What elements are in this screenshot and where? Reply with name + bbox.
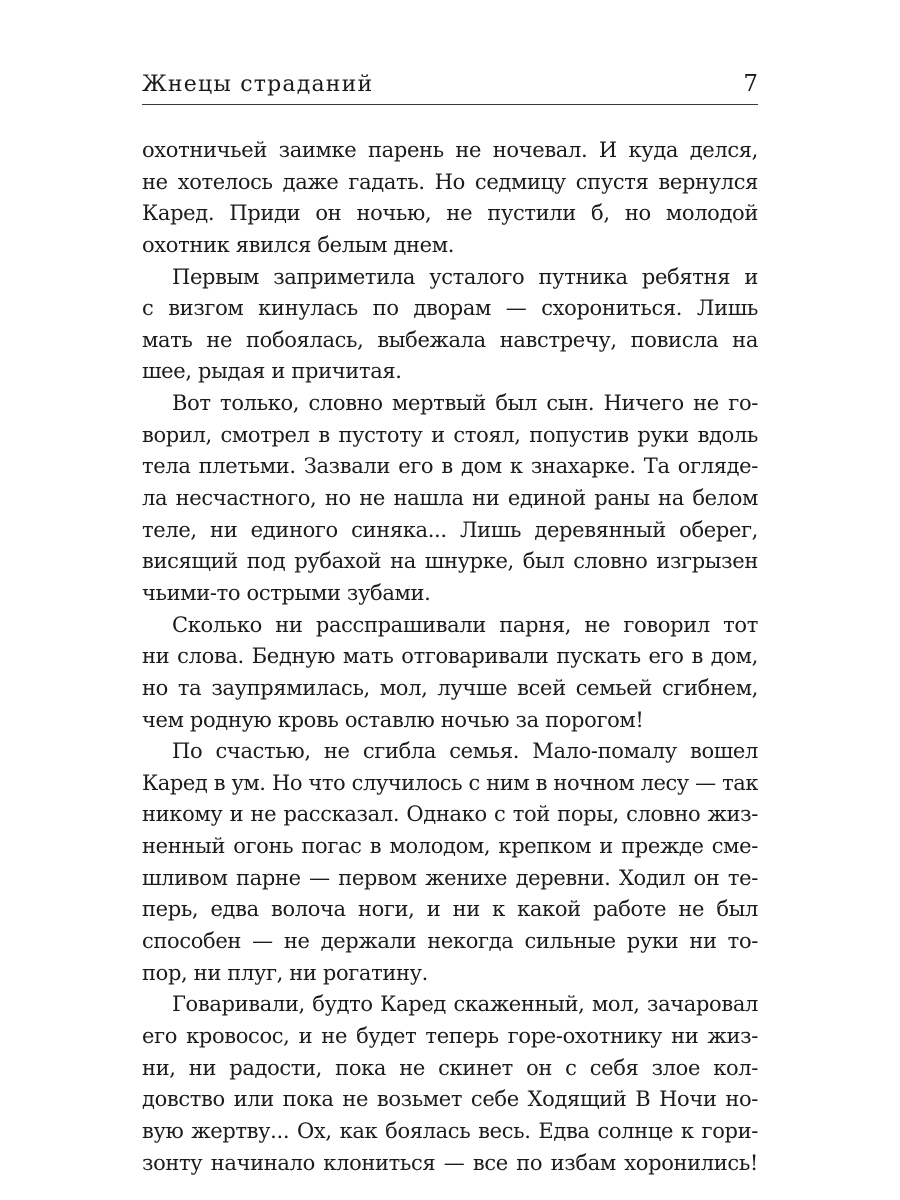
text-line: никому и не рассказал. Однако с той поры, словно жиз- xyxy=(142,802,758,827)
running-title: Жнецы страданий xyxy=(142,72,374,97)
text-line: Сколько ни расспрашивали парня, не говорил тот xyxy=(172,612,758,637)
paragraph xyxy=(142,736,758,989)
text-line: шее, рыдая и причитая. xyxy=(142,359,402,384)
text-line: с визгом кинулась по дворам — схорониться. Лишь xyxy=(142,296,758,321)
text-line: Говаривали, будто Каред скаженный, мол, зачаровал xyxy=(172,992,758,1017)
text-line: ла несчастного, но не нашла ни единой раны на белом xyxy=(142,486,758,511)
text-line: охотник явился белым днем. xyxy=(142,232,455,257)
text-line: охотничьей заимке парень не ночевал. И куда делся, xyxy=(142,138,758,162)
text-line: мать не побоялась, выбежала навстречу, повисла на xyxy=(142,327,758,352)
text-line: но та заупрямилась, мол, лучше всей семьей сгибнем, xyxy=(142,675,758,700)
text-line: ни, ни радости, пока не скинет он с себя злое кол- xyxy=(142,1055,758,1080)
text-line: ненный огонь погас в молодом, крепком и прежде сме- xyxy=(142,834,758,859)
text-line: пор, ни плуг, ни рогатину. xyxy=(142,960,428,985)
paragraph xyxy=(142,989,758,1179)
text-line: не хотелось даже гадать. Но седмицу спустя вернулся xyxy=(142,169,758,194)
paragraph xyxy=(142,388,758,609)
text-line: способен — не держали некогда сильные руки ни то- xyxy=(142,929,758,954)
text-line: Первым заприметила усталого путника ребятня и xyxy=(172,264,758,289)
text-line: зонту начинало клониться — все по избам хоронились! xyxy=(142,1150,758,1175)
paragraph xyxy=(142,262,758,389)
text-line: шливом парне — первом женихе деревни. Ходил он те- xyxy=(142,865,758,890)
text-line: По счастью, не сгибла семья. Мало-помалу вошел xyxy=(172,739,758,764)
text-line: вую жертву... Ох, как боялась весь. Едва солнце к гори- xyxy=(142,1118,758,1143)
paragraph xyxy=(142,135,758,262)
text-line: довство или пока не возьмет себе Ходящий В Ночи но- xyxy=(142,1087,758,1112)
text-line: перь, едва волоча ноги, и ни к какой работе не был xyxy=(142,897,758,922)
text-line: Каред в ум. Но что случилось с ним в ночном лесу — так xyxy=(142,770,758,795)
text-line: чем родную кровь оставлю ночью за порогом! xyxy=(142,707,644,732)
text-line: Каред. Приди он ночью, не пустили б, но молодой xyxy=(142,201,758,226)
text-line: теле, ни единого синяка... Лишь деревянный оберег, xyxy=(142,517,758,542)
text-line: его кровосос, и не будет теперь горе-охотнику ни жиз- xyxy=(142,1023,758,1048)
body-text xyxy=(142,135,758,1179)
text-line: Вот только, словно мертвый был сын. Ничего не го- xyxy=(172,391,758,416)
paragraph xyxy=(142,610,758,737)
text-line: тела плетьми. Зазвали его в дом к знахарке. Та огляде- xyxy=(142,454,758,479)
text-line: чьими-то острыми зубами. xyxy=(142,580,431,605)
running-header xyxy=(142,68,758,105)
text-line: ворил, смотрел в пустоту и стоял, попустив руки вдоль xyxy=(142,422,758,447)
page-number: 7 xyxy=(743,71,758,97)
text-line: ни слова. Бедную мать отговаривали пускать его в дом, xyxy=(142,644,758,669)
text-line: висящий под рубахой на шнурке, был словно изгрызен xyxy=(142,549,758,574)
